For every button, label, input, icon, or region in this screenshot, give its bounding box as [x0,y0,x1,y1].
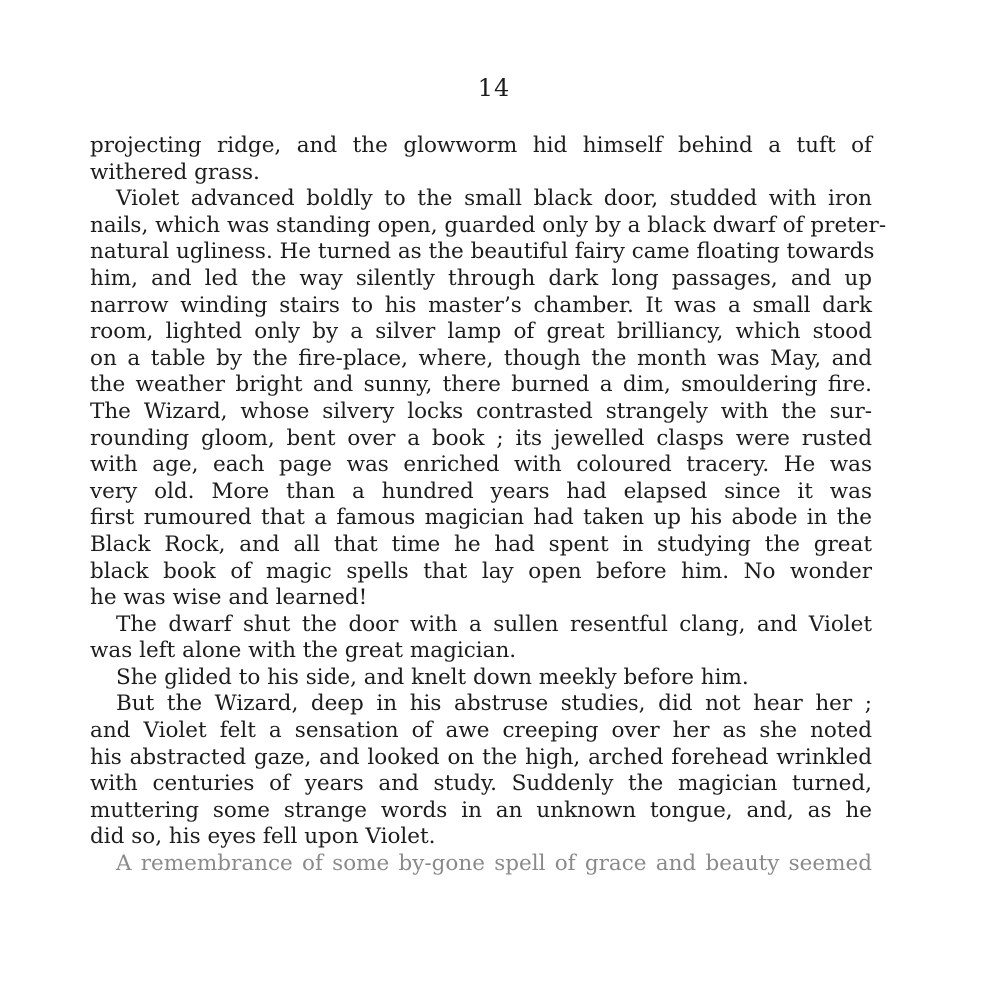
text-line: projecting ridge, and the glowworm hid himself behind a tuft of [90,133,872,158]
text-line: The Wizard, whose silvery locks contrasted strangely with the sur- [90,398,872,424]
text-line: muttering some strange words in an unknown tongue, and, as he [90,797,872,823]
text-line: was left alone with the great magician. [90,638,517,664]
text-line: black book of magic spells that lay open before him. No wonder [90,558,872,584]
page-number: 14 [477,74,511,102]
paragraph-start-line: But the Wizard, deep in his abstruse studies, did not hear her ; [116,691,872,717]
paragraph-start-line: The dwarf shut the door with a sullen resentful clang, and Violet [116,611,872,637]
paragraph-start-line: She glided to his side, and knelt down meekly before him. [116,664,749,690]
text-line: narrow winding stairs to his master’s chamber. It was a small dark [90,292,872,318]
text-line: he was wise and learned! [90,585,368,611]
text-line: did so, his eyes fell upon Violet. [90,824,436,850]
text-line: first rumoured that a famous magician had taken up his abode in the [90,505,872,531]
text-line: nails, which was standing open, guarded only by a black dwarf of preter- [90,212,887,238]
text-line: withered grass. [90,159,260,185]
text-line: natural ugliness. He turned as the beautiful fairy came floating towards [90,239,875,265]
text-line: room, lighted only by a silver lamp of great brilliancy, which stood [90,319,872,345]
text-line: with centuries of years and study. Suddenly the magician turned, [90,771,872,797]
text-line: with age, each page was enriched with coloured tracery. He was [90,452,872,478]
text-line: Black Rock, and all that time he had spent in studying the great [90,531,872,557]
text-line: very old. More than a hundred years had elapsed since it was [90,478,872,504]
text-line: the weather bright and sunny, there burned a dim, smouldering fire. [90,372,872,398]
text-line: his abstracted gaze, and looked on the high, arched forehead wrinkled [90,744,872,770]
body-text [90,133,887,878]
text-line: him, and led the way silently through dark long passages, and up [90,265,872,291]
text-line: rounding gloom, bent over a book ; its jewelled clasps were rusted [90,425,872,451]
paragraph-start-line: Violet advanced boldly to the small black door, studded with iron [116,186,872,212]
text-line: and Violet felt a sensation of awe creeping over her as she noted [90,718,872,744]
paragraph-start-line: A remembrance of some by-gone spell of grace and beauty seemed [116,851,872,877]
text-line: on a table by the fire-place, where, though the month was May, and [90,345,872,371]
